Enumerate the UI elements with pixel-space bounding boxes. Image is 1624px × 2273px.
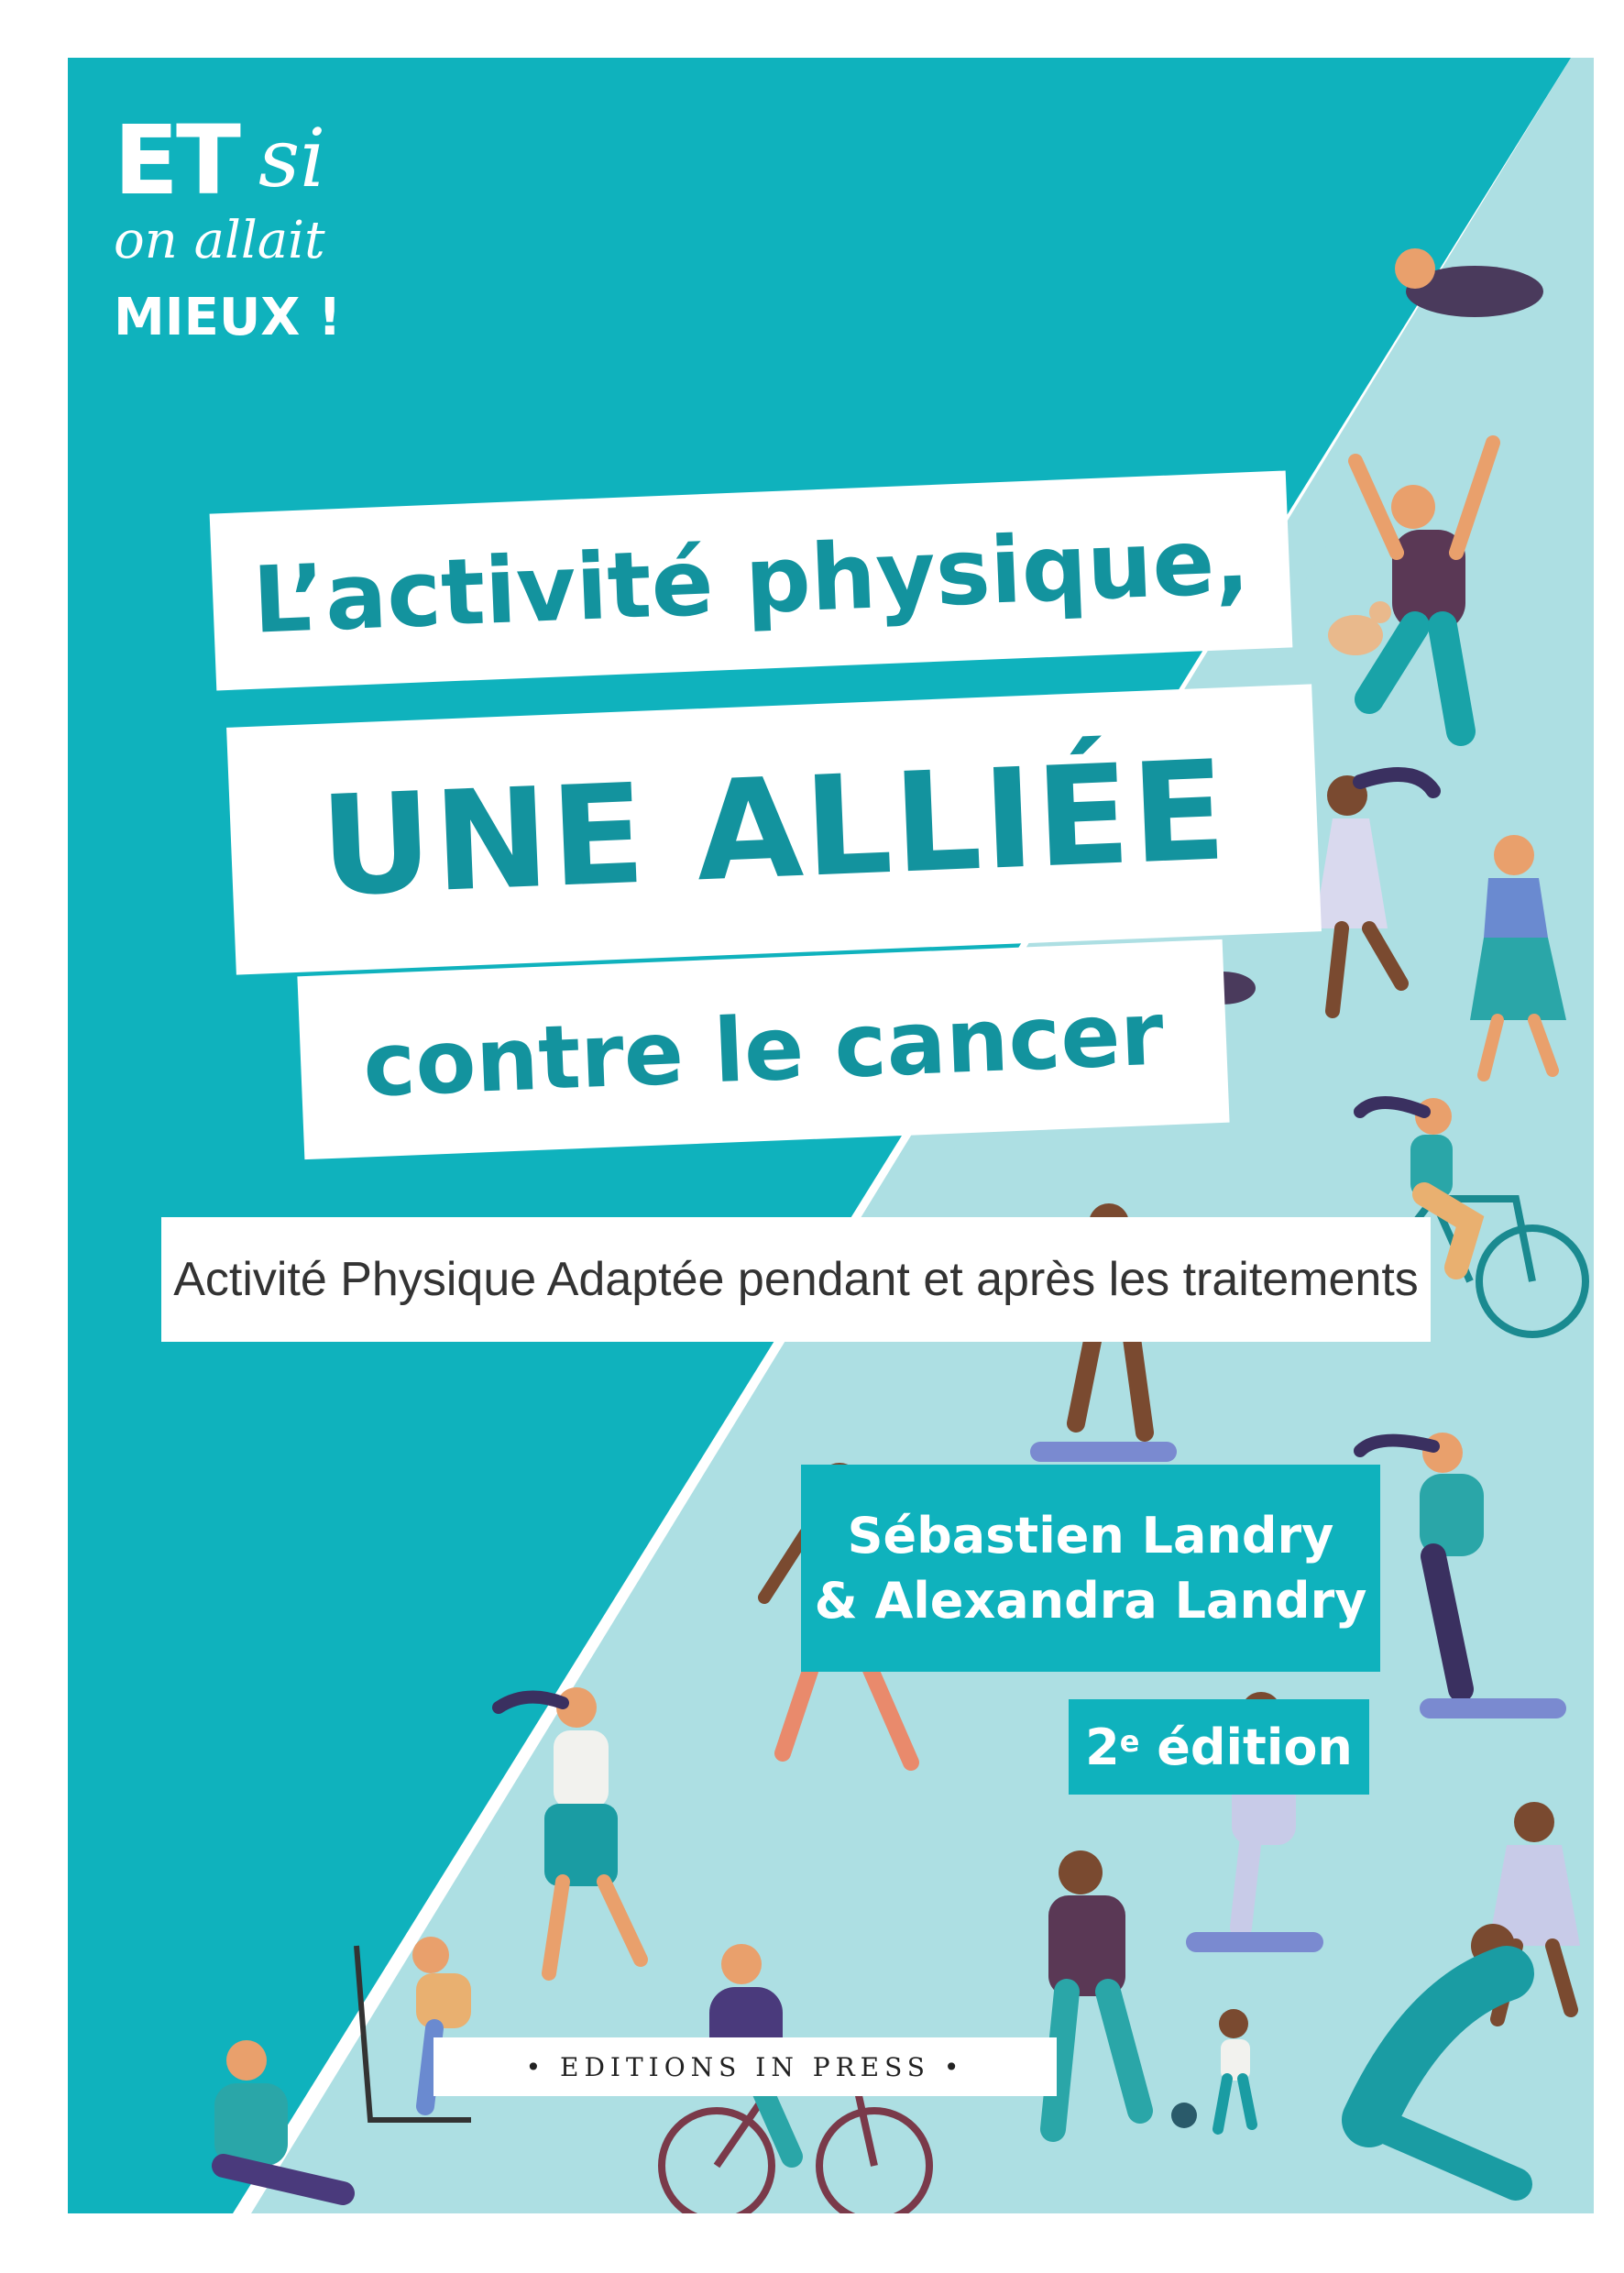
author-1: Sébastien Landry (847, 1506, 1334, 1565)
series-logo-on-allait: on allait (114, 211, 325, 270)
edition-word: édition (1157, 1718, 1353, 1776)
series-logo-si: si (258, 111, 326, 205)
edition-number: 2 (1085, 1718, 1120, 1776)
title-line-2: UNE ALLIÉE (226, 684, 1322, 974)
authors-box (801, 1465, 1380, 1672)
series-logo-mieux: MIEUX ! (114, 288, 342, 347)
title-line-1: L’activité physique, (210, 471, 1293, 691)
title-line-3: contre le cancer (297, 939, 1229, 1159)
author-2: & Alexandra Landry (814, 1572, 1367, 1630)
subtitle: Activité Physique Adaptée pendant et après les traitements (161, 1217, 1431, 1342)
edition-badge: 2 $^e$ édition (1069, 1699, 1369, 1795)
series-logo-et: ET (114, 104, 238, 216)
publisher-label: • EDITIONS IN PRESS • (433, 2037, 1057, 2096)
